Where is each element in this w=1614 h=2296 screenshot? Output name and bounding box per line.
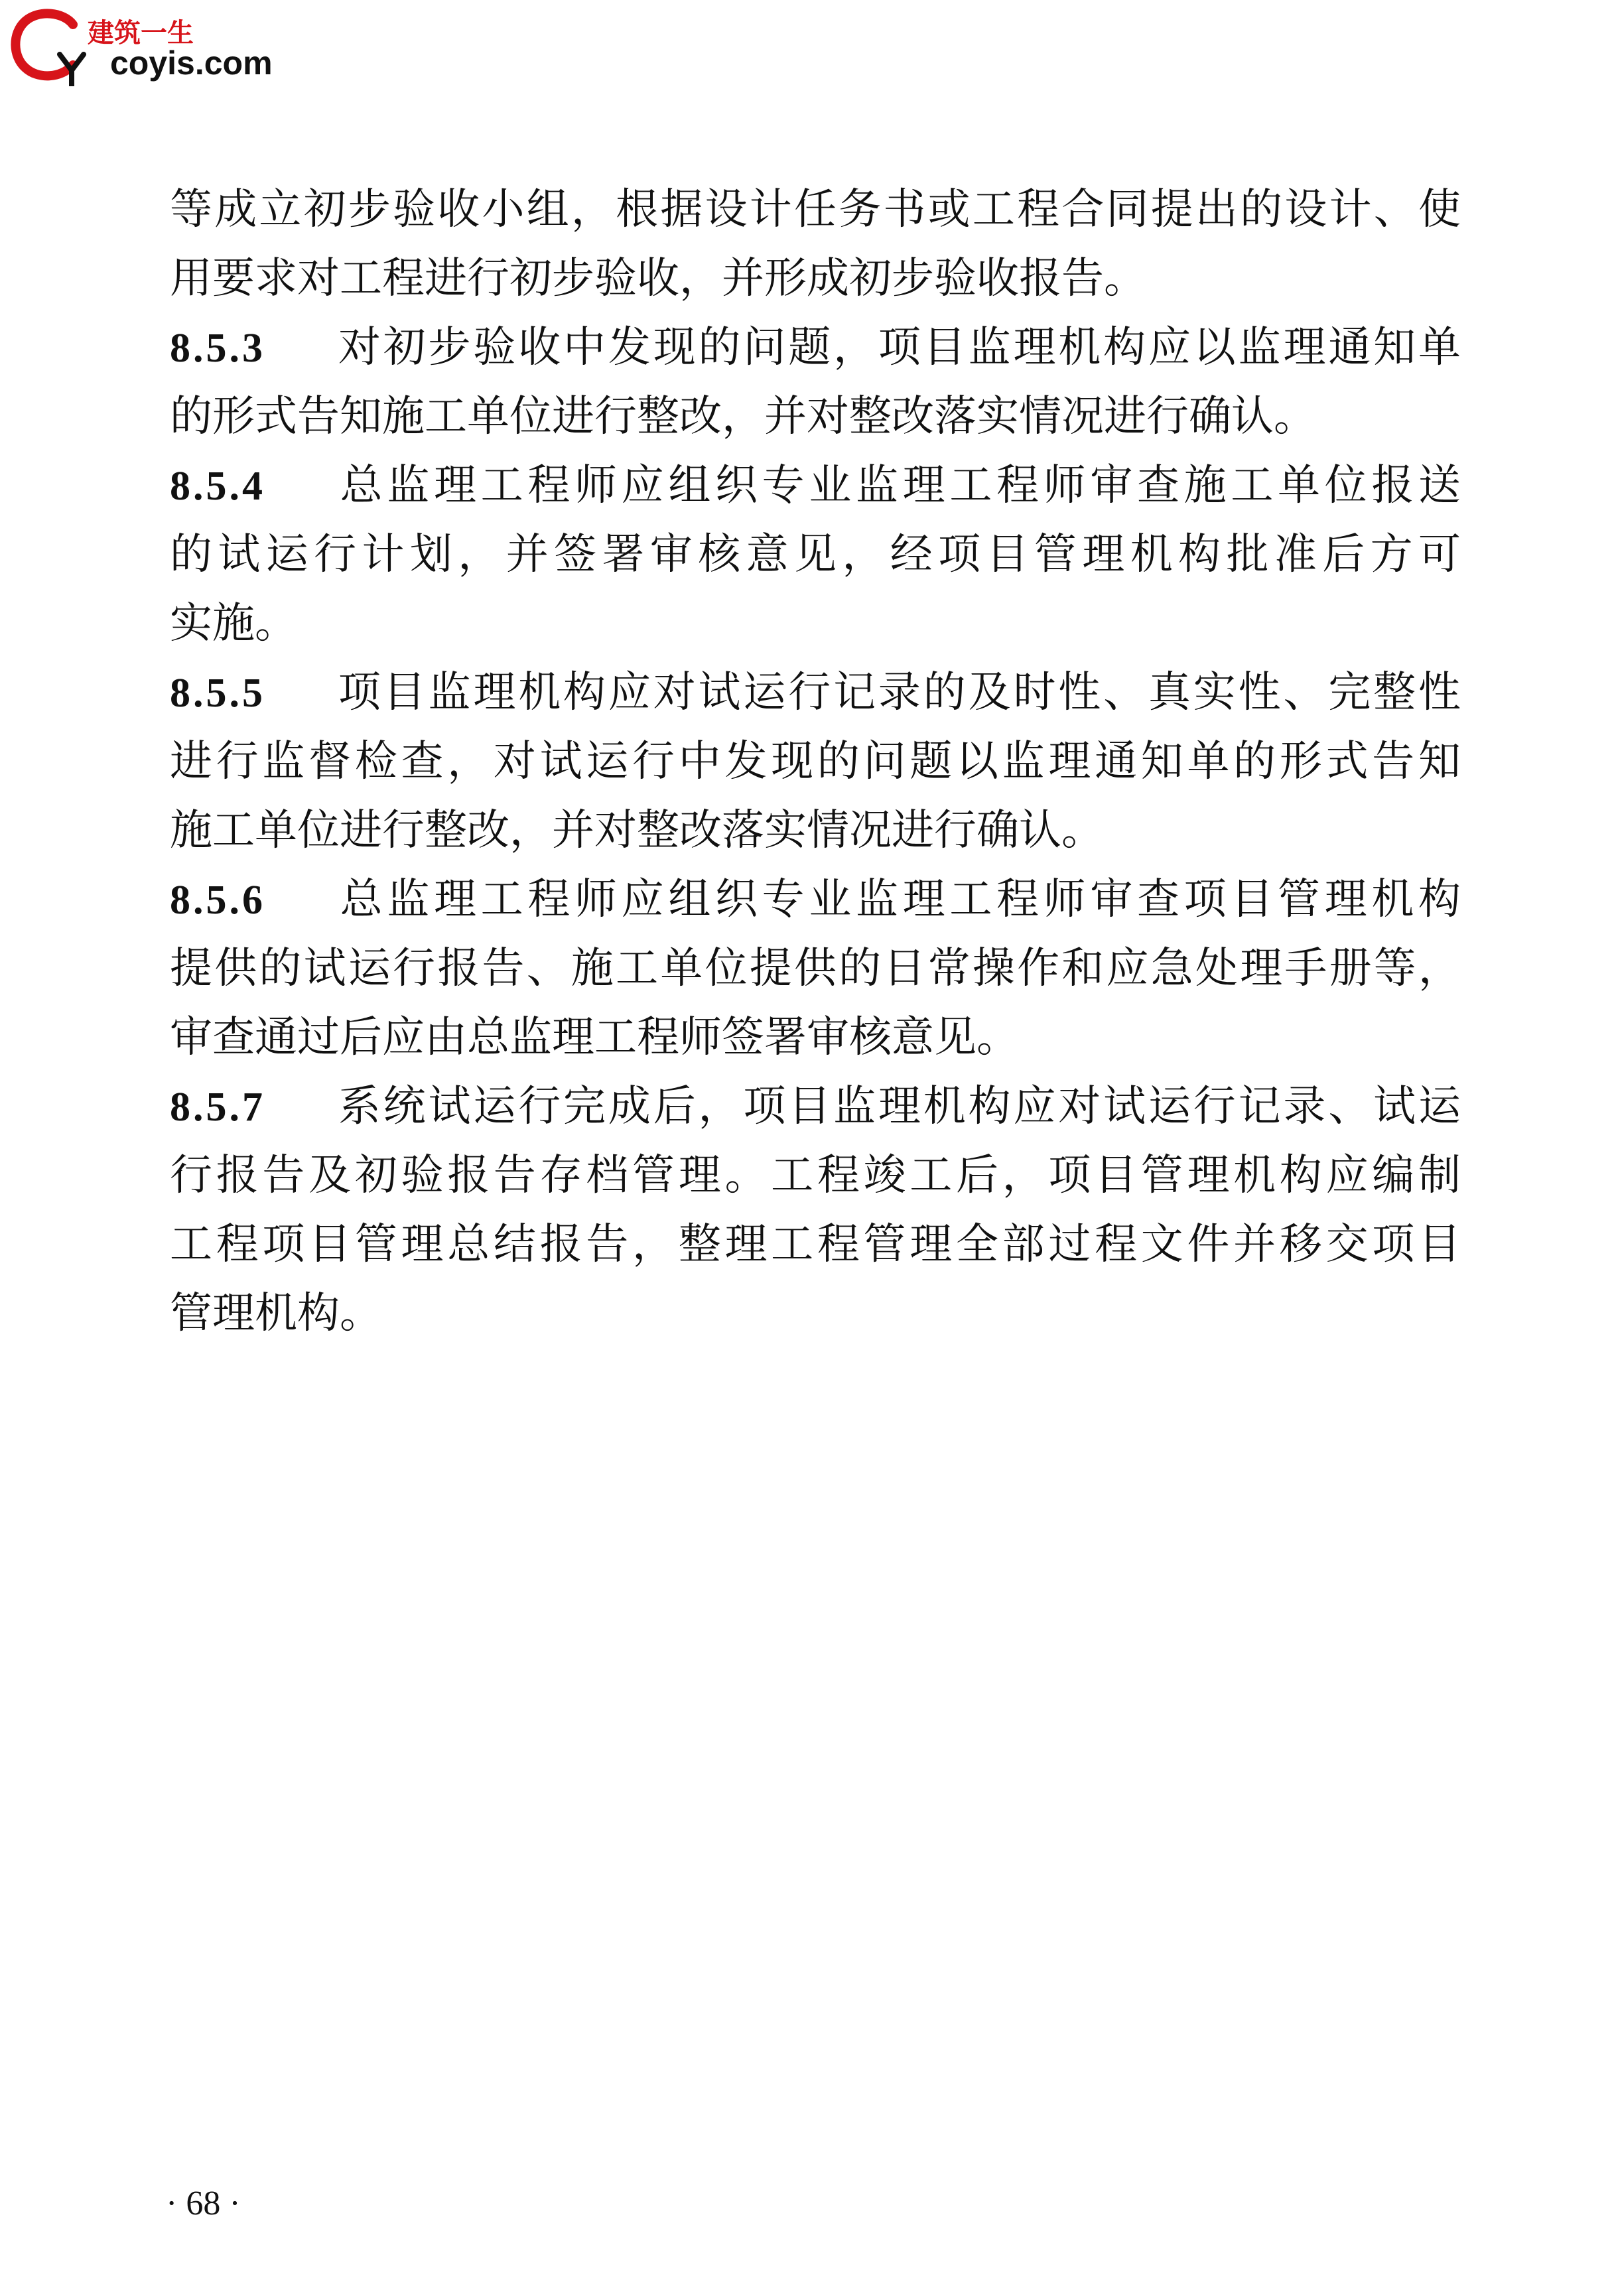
paragraph-continuation-line-1: 等成立初步验收小组，根据设计任务书或工程合同提出的设计、使: [170, 185, 1461, 234]
document-content: [170, 175, 1461, 1348]
clause-8-5-6-line-3: 审查通过后应由总监理工程师签署审核意见。: [170, 1013, 1019, 1062]
clause-8-5-7-line-3: 工程项目管理总结报告，整理工程管理全部过程文件并移交项目: [170, 1220, 1461, 1269]
clause-number: 8.5.3: [170, 326, 265, 371]
clause-8-5-4-line-3: 实施。: [170, 599, 297, 648]
clause-text: 项目监理机构应对试运行记录的及时性、真实性、完整性: [336, 668, 1461, 717]
clause-number: 8.5.4: [170, 464, 265, 509]
clause-8-5-4-line-1: [170, 451, 1461, 520]
clause-text: 总监理工程师应组织专业监理工程师审查项目管理机构: [336, 875, 1461, 924]
clause-8-5-7-line-2: 行报告及初验报告存档管理。工程竣工后，项目管理机构应编制: [170, 1151, 1461, 1200]
watermark-domain: coyis.com: [110, 44, 273, 82]
clause-8-5-7-line-1: [170, 1072, 1461, 1141]
clause-8-5-6-line-2: 提供的试运行报告、施工单位提供的日常操作和应急处理手册等，: [170, 944, 1461, 993]
clause-text: 总监理工程师应组织专业监理工程师审查施工单位报送: [336, 461, 1461, 510]
clause-8-5-7-line-4: 管理机构。: [170, 1289, 382, 1338]
clause-8-5-5-line-3: 施工单位进行整改，并对整改落实情况进行确认。: [170, 806, 1104, 855]
watermark-chinese-name: 建筑一生: [88, 18, 194, 48]
clause-8-5-5-line-2: 进行监督检查，对试运行中发现的问题以监理通知单的形式告知: [170, 737, 1461, 786]
watermark-logo: [9, 7, 295, 86]
clause-text: 系统试运行完成后，项目监理机构应对试运行记录、试运: [336, 1082, 1461, 1131]
clause-8-5-4-line-2: 的试运行计划，并签署审核意见，经项目管理机构批准后方可: [170, 530, 1461, 579]
clause-number: 8.5.6: [170, 878, 265, 923]
clause-8-5-3-line-2: 的形式告知施工单位进行整改，并对整改落实情况进行确认。: [170, 392, 1316, 441]
clause-text: 对初步验收中发现的问题，项目监理机构应以监理通知单: [336, 323, 1461, 372]
paragraph-continuation-line-2: 用要求对工程进行初步验收，并形成初步验收报告。: [170, 254, 1146, 303]
clause-number: 8.5.5: [170, 671, 265, 716]
clause-number: 8.5.7: [170, 1085, 265, 1130]
cy-logo-icon: [9, 7, 96, 86]
clause-8-5-5-line-1: [170, 658, 1461, 727]
clause-8-5-3-line-1: [170, 313, 1461, 382]
page-number: · 68 ·: [166, 2185, 241, 2222]
clause-8-5-6-line-1: [170, 865, 1461, 934]
